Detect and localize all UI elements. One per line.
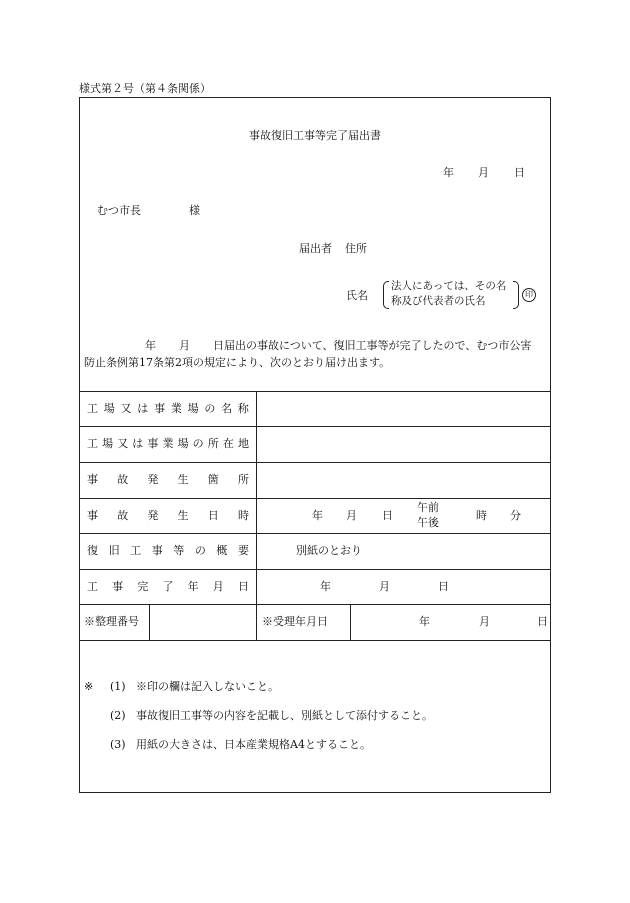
table-rule-8 <box>80 640 550 641</box>
ref-number-field[interactable] <box>150 605 255 639</box>
accident-place-label: 事 故 発 生 箇 所 <box>87 473 249 486</box>
factory-name-label: 工 場 又 は 事 業 場 の 名 称 <box>87 402 249 415</box>
applicant-name-label: 氏名 <box>346 289 368 302</box>
completion-day: 日 <box>438 580 449 593</box>
completion-year: 年 <box>320 580 331 593</box>
table-rule-6 <box>80 569 550 570</box>
received-date-label: ※受理年月日 <box>262 615 328 628</box>
note-1-num: (1) <box>110 680 126 693</box>
received-day: 日 <box>537 615 548 628</box>
form-title: 事故復旧工事等完了届出書 <box>249 129 381 142</box>
date-day: 日 <box>514 166 525 179</box>
ref-number-label: ※整理番号 <box>84 615 139 628</box>
accident-year: 年 <box>312 509 323 522</box>
note-1-text: ※印の欄は記入しないこと。 <box>136 680 279 693</box>
applicant-address-label: 住所 <box>345 242 367 255</box>
completion-month: 月 <box>379 580 390 593</box>
accident-pm: 午後 <box>417 516 439 529</box>
table-rule-3 <box>80 462 550 463</box>
statement-text-line1: 日届出の事故について、復旧工事等が完了したので、むつ市公害 <box>213 339 532 352</box>
form-frame <box>79 97 551 793</box>
statement-text-line2: 防止条例第17条第2項の規定により、次のとおり届け出ます。 <box>84 356 391 369</box>
recovery-summary-value: 別紙のとおり <box>296 544 362 557</box>
note-2-num: (2) <box>110 709 126 722</box>
applicant-note-line2: 称及び代表者の氏名 <box>391 295 486 307</box>
statement-month: 月 <box>179 339 190 352</box>
applicant-label: 届出者 <box>299 242 332 255</box>
notes-mark: ※ <box>84 680 94 693</box>
recovery-summary-label: 復 旧 工 事 等 の 概 要 <box>87 544 249 557</box>
form-number: 様式第２号（第４条関係） <box>79 82 211 95</box>
accident-hour: 時 <box>476 509 487 522</box>
right-bracket <box>513 281 519 309</box>
addressee-name: むつ市長 <box>97 204 141 217</box>
table-rule-1 <box>80 391 550 392</box>
accident-datetime-label: 事 故 発 生 日 時 <box>87 509 249 522</box>
accident-minute: 分 <box>510 509 521 522</box>
date-month: 月 <box>478 166 489 179</box>
note-2-text: 事故復旧工事等の内容を記載し、別紙として添付すること。 <box>136 709 433 722</box>
accident-month: 月 <box>346 509 357 522</box>
table-rule-5 <box>80 533 550 534</box>
table-divider-received <box>350 604 351 640</box>
note-3-num: (3) <box>110 738 126 751</box>
addressee-honorific: 様 <box>189 204 200 217</box>
date-year: 年 <box>443 166 454 179</box>
received-month: 月 <box>479 615 490 628</box>
accident-am: 午前 <box>417 501 439 514</box>
received-year: 年 <box>419 615 430 628</box>
accident-day: 日 <box>382 509 393 522</box>
note-3-text: 用紙の大きさは、日本産業規格A4とすること。 <box>136 738 371 751</box>
applicant-note-line1: 法人にあっては、その名 <box>391 280 507 292</box>
statement-year: 年 <box>145 339 156 352</box>
completion-date-label: 工 事 完 了 年 月 日 <box>87 580 249 593</box>
left-bracket <box>383 281 389 309</box>
factory-location-label: 工 場 又 は 事 業 場 の 所 在 地 <box>87 437 249 450</box>
table-rule-2 <box>80 426 550 427</box>
table-divider-main <box>256 391 257 640</box>
seal-mark: 印 <box>522 288 536 302</box>
table-rule-4 <box>80 498 550 499</box>
